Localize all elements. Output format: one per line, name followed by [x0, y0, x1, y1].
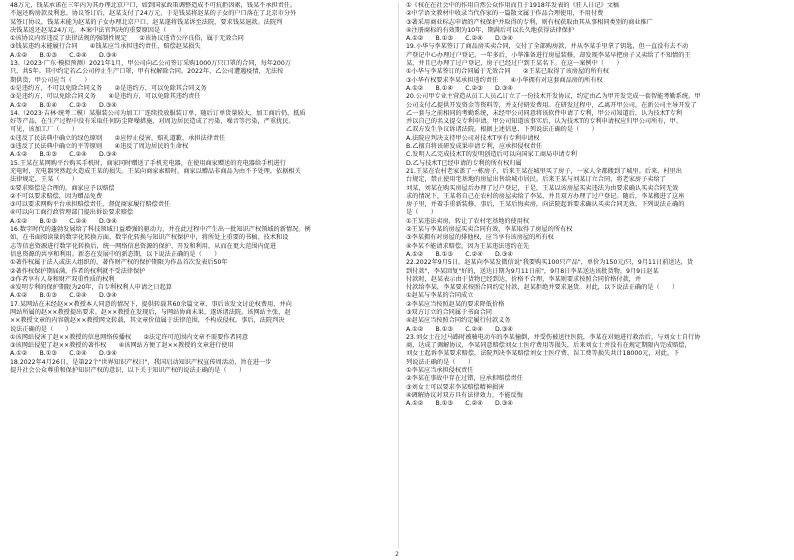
text-line: ②李某应当按照赵某的要求降低价格: [406, 300, 505, 308]
text-line: A.①② B.①③ C.②④ D.③④: [406, 325, 513, 333]
text-line: 乙双方发生争议诉诸法院。根据上述信息，下列说法正确的是（ ）: [406, 126, 598, 134]
text-line: A.①② B.①③ C.②④ D.③④: [406, 35, 513, 43]
text-line: ①《权在在社会中的作用自然公众作用而且于1918年发表的《狂人日记》文稿: [406, 2, 620, 9]
text-line: A.①② B.①④ C.②③ D.③④: [406, 84, 513, 92]
text-line: 产登记中心办理过户登记。一年多后，小华准备进行房屋装修，却发现李某早把房子又卖给了不知情的王: [406, 51, 691, 59]
text-line: ①要求赔偿是合理的，商家应予以赔偿: [10, 184, 115, 192]
text-line: A.①② B.①③ C.②④ D.③④: [10, 151, 117, 159]
text-line: 48万元，钱某承诺在三年内为其办理北京户口，如到国家政策调整造成不可抗拒因素，钱某不承担责任。: [10, 2, 297, 9]
text-line: 某，并且已办理了过户登记，房子已经过户到王某名下。在这一案例中（ ）: [406, 60, 623, 68]
text-line: A.①② B.①③ C.②④ D.③④: [406, 400, 513, 408]
text-line: 付款时，赵某表示由于货物已经到达，价格不合理，李某则要求按照合同价格付款，并: [406, 275, 642, 283]
text-line: 商，达成了调解协议，李某同意赔偿刘女士医疗费用等损失，后来刘女士并没有在规定期限内完成赔偿，: [406, 342, 691, 350]
text-line: 某签订协议，钱某未能为赵某的子女办理北京户口，赵某遂将钱某诉至法院，要求钱某退款。法院判: [10, 18, 283, 26]
text-line: 可见，该加工厂（ ）: [10, 126, 79, 134]
text-line: ②李某在事故中存在过错，应承担赔偿责任: [406, 375, 523, 383]
text-line: ③作者享有人身和财产双重性质的权利: [10, 275, 115, 283]
text-line: A.①② B.①③ C.②④ D.③④: [10, 350, 117, 358]
text-line: 22.2022年9月5日，赵某向李某发微信说"我要购买100只产品"，单价为150元/只，9月11日前送达，货: [406, 259, 694, 267]
text-line: ②著作权保护期届满，作者的权利就不受法律保护: [10, 267, 146, 275]
text-line: 乙一套与之前相同的考勤系统，未经甲公司同意将该软件申请了专利，甲公司知道后，认为技术T专利: [406, 109, 683, 117]
text-line: A.①② B.①③ C.②④ D.③④: [10, 217, 117, 225]
text-line: ③小华有权要求李某承担违约责任 ④小华拥有对这套商品房的所有权: [406, 76, 603, 84]
text-line: 刘女士起诉李某要求赔偿，法院判决李某赔偿刘女士医疗费、误工费等损失共计18000元，对此，下: [406, 350, 680, 358]
text-line: ④调解协议对双方具有法律效力，不能反悔: [406, 391, 523, 399]
text-line: 求的情况下，王某将自己在农村的房屋卖给了李某，并且双方办理了过户登记。随后，李某搬进了这座: [406, 192, 685, 200]
text-line: 18.2022年4月26日，是第22个"世界知识产权日"，我国启动知识产权宣传周活动，旨在进一步: [10, 358, 272, 366]
text-line: ③钱某违约未能履行合同 ④钱某应当承担违约责任，赔偿赵某损失: [10, 43, 201, 51]
text-line: 志等信息资源进行数字化转换后，统一网络信息资源的保护、开发和利用，从而在更大范围内促进: [10, 242, 277, 250]
text-line: ②中学语文教材中收录当代作家的一篇散文属于作品合理使用，不用付费: [406, 10, 604, 18]
text-line: ①著作权属于法人或法人组织的，著作财产权的保护期限为作品首次发表后50年: [10, 259, 228, 267]
text-line: ①该网站侵害了赵××教授的信息网络传播权 ②法定许可范围内文章不需要作者同意: [10, 333, 249, 341]
text-line: ①违反了民法典中确立的绿色原则 ②应停止侵害，赔礼道歉，承担法律责任: [10, 134, 226, 142]
text-line: 15.王某在某网购平台购买手机时，商家同时赠送了手机充电器，在使用商家赠送的充电器给手机进行: [10, 159, 286, 167]
text-line: ③李某拥有对房屋的排他权，应当享有该房屋的所有权: [406, 234, 554, 242]
text-line: 说法正确的是（ ）: [10, 325, 72, 333]
text-line: ②王某与李某的房屋买卖合同有效，李某取得了房屋的所有权: [406, 226, 573, 234]
text-line: ④赵某应当按照合同约定履行付款义务: [406, 317, 511, 325]
text-line: 19.小华与李某签订了商品房买卖合同，交付了全部购房款，并从李某手里拿了钥匙，但一直没有去不动: [406, 43, 689, 51]
text-line: ④李某不能请求赔偿，因为王某违法违约在先: [406, 242, 530, 250]
text-line: 法律规定，王某（ ）: [10, 176, 79, 184]
text-line: 决钱某返还赵某24万元。本案中法官判决的重要原因是（ ）: [10, 26, 185, 34]
text-line: 网站所属的赵××教授提出要求。赵××教授在发现后，与网站协商未果，遂诉诸法院。该网站主张，赵: [10, 308, 291, 316]
text-line: ①该协议内容违反了法律法规的强制性规定 ②该协议违背公序良俗，属于无效合同: [10, 35, 244, 43]
text-line: 期供货，甲公司应当（ ）: [10, 76, 91, 84]
text-line: A.①② B.①③ C.②④ D.③④: [10, 292, 117, 300]
text-line: C.发明人乙完成技术T的发明创造后可以向国家工商局申请专利: [406, 151, 577, 159]
text-line: 台规定，禁止使用宅基地的房屋出售给城市居民。后来王某与刘某订立合同，将老家房子卖给了: [406, 176, 666, 184]
text-line: ③可以要求网购平台承担赔偿责任，督促商家履行赔偿责任: [10, 201, 171, 209]
text-line: 23.刘女士在过马路时被骑电动车的李某撞倒，并受伤被送往医院，李某在对她进行救治后，与刘女士自行协: [406, 333, 701, 341]
text-line: 好等产品，在生产过程中没有采取任何防尘降噪措施，对周边居民造成了污染，噪音等污染，严重扰民。: [10, 118, 295, 126]
text-line: 列说法正确的是（ ）: [406, 358, 475, 366]
text-line: ④发明专利的保护期限为20年，自专利权利人申请之日起算: [10, 284, 172, 292]
text-line: 16.数字时代的蓬勃发展给了科技领域日益增强的驱动力，并在此过程中产生出一批知识产权领域的新情况。例: [10, 226, 311, 234]
column-divider: [398, 2, 399, 548]
text-line: A.法院应判决支持甲公司对技术T享有专利申请权: [406, 134, 540, 142]
text-line: 13.（2023·广东·模拟预测）2021年1月，甲公司向乙公司签订采购1000万只口罩的合同，每年200万: [10, 60, 291, 68]
text-line: 14.（2023·吉林·统考二模）某服装公司为加工厂连续投放服装订单，随后订单货量较大，加工商后仍、抵质: [10, 109, 306, 117]
text-line: 付款给李某，李某要求按照合同约定付款，赵某拒绝并要求退货。对此，以下说法正确的是（ ）: [406, 284, 679, 292]
text-line: 如，在书面阅读量的数字化转换方面，数字化转换与知识产权保护中，将所处上重要的书稿、技术和设: [10, 234, 289, 242]
text-line: 不退还购房款及利息。协议签订后，赵某支付了24万元，于是钱某将赵某的子女的户口落在了北京市分外: [10, 10, 297, 18]
text-line: 21.王某在农村老家盖了一栋房子，后来王某在城里买了房子，一家人全都搬到了城里。后来，村里出: [406, 167, 682, 175]
text-line: D.乙与技术T已经申请的专利的所有权归属: [406, 159, 522, 167]
text-line: 充电时，充电器突然起火造成王某的损失。王某向商家索赔时，商家以赠品非商品为由不予处理。依据相关: [10, 167, 301, 175]
text-line: 刘某，刘某在购买房屋后办理了过户登记，于是，王某以该房屋买卖违法为由要求确认买卖合同无效: [406, 184, 679, 192]
text-line: ①赵某与李某的合同成立: [406, 292, 474, 300]
text-line: ③刘女士可以要求李某赔偿精神损害: [406, 383, 505, 391]
text-line: 公司支付乙提供开发资金等资料等，并支付研发费用。在研发过程中，乙离开甲公司，在新公司主导开发了: [406, 101, 697, 109]
text-line: ②不可以要求赔偿，因为赠品免费: [10, 192, 103, 200]
text-line: 是（ ）: [406, 209, 437, 217]
text-line: ③著采用商业标志申请的产权保护并取得的专利，则有权获取由其从事相同类别的商业推广: [406, 18, 653, 26]
page-number: 2: [395, 551, 399, 558]
text-line: ①王某违法卖房，转让了农村宅基地的使用权: [406, 217, 530, 225]
text-line: ③该网站侵犯了赵××教授的著作权 ④该网站方便了赵××教授的文章进行使用: [10, 342, 234, 350]
text-line: A.①② B.①④ C.②③ D.③④: [10, 101, 117, 109]
text-line: ③违反了民法典中确立的平等原则 ④违反了周边居民的生命权: [10, 143, 189, 151]
text-line: ①李某应当承担侵权责任: [406, 367, 474, 375]
text-line: 只，共5年。其中约定若乙公司停止生产口罩，甲有权解除合同。2022年，乙公司遭遇疫情，无法按: [10, 68, 284, 76]
text-line: 房子里，并着手重新装修。事后，王某后悔卖房，向法院起诉要求确认买卖合同无效。下列说法正确的: [406, 201, 685, 209]
text-line: A.①② B.①③ C.②④ D.③④: [10, 51, 117, 59]
text-line: 信息资源的共享和利用。新态在发展中的新态期，以下说法正确的是（ ）: [10, 250, 221, 258]
text-line: ④可以向工商行政管理部门提出诉讼要求赔偿: [10, 209, 134, 217]
text-line: 到付款"，李某回复"好的，送达日期为9月11日前"，9月8日李某送达该批货物，9月9日赵某: [406, 267, 659, 275]
text-line: 提升社会公众尊重和保护知识产权的意识，以下关于知识产权的说法正确的是（ ）: [10, 367, 246, 375]
text-line: ③双方订立的合同属于书面合同: [406, 308, 492, 316]
left-column: [10, 2, 390, 548]
text-line: ③是违约方，可以免除合同义务 ④是违约方，可以免除其违约责任: [10, 93, 201, 101]
text-line: B.乙擅自将该研发成果申请专利，应承担侵权责任: [406, 143, 543, 151]
text-line: 17.某网站在未经赵××教授本人同意的情况下，提供转载其60余篇文章，事后该发文讨论权费用，并向: [10, 300, 292, 308]
text-line: A.①② B.①③ C.②④ D.③④: [406, 250, 513, 258]
text-line: 20.公司甲专业主营造从员工人员乙订立了一份技术开发协议，约定由乙为甲开发完成一套智能考勤系统。甲: [406, 93, 701, 101]
text-line: ××教授文章的内容就赵××教授网文转载，其文章价值属于法律范围，不构成侵权。事后，法院判决: [10, 317, 285, 325]
text-line: ①小华与李某签订的合同属于无效合同 ②王某已取得了该房屋的所有权: [406, 68, 609, 76]
text-line: 并以自己的名义提交专利申请。甲公司知道该事实后，认为技术T的专利申请权应归甲公司所有，甲、: [406, 118, 683, 126]
right-column: [406, 2, 786, 548]
text-line: ④注册商标的有效期为10年，期满后可以长久地获得法律保护: [406, 26, 575, 34]
text-line: ①是违约方，不可以免除合同义务 ②是违约方，可以免除其合同义务: [10, 84, 207, 92]
two-column-body: [10, 2, 786, 548]
